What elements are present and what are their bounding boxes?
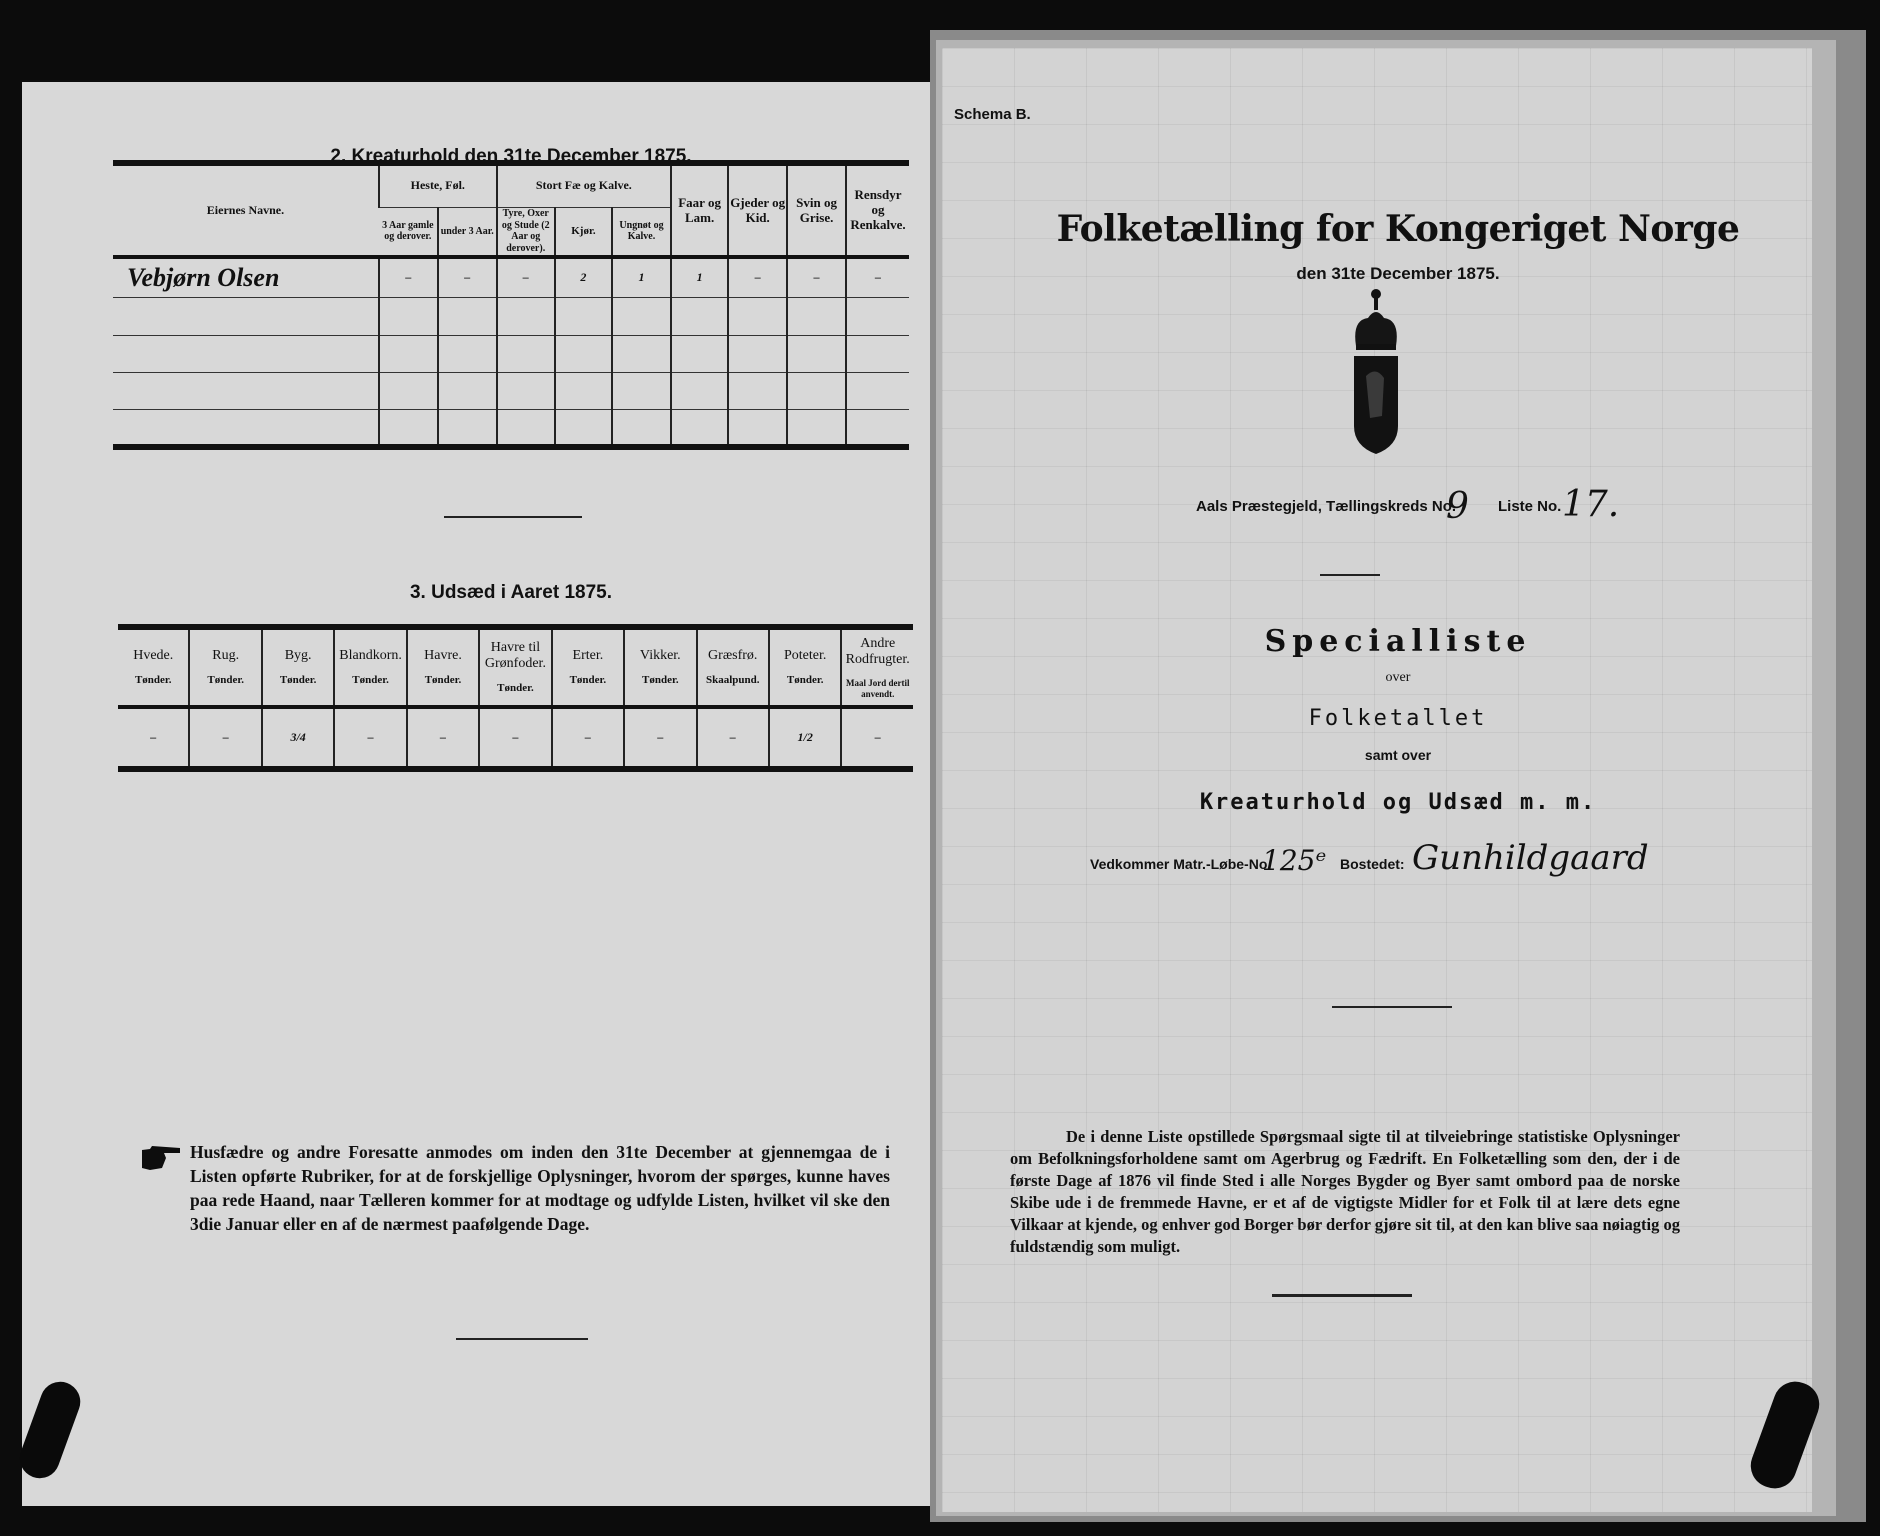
seed-unit: Tønder. xyxy=(279,674,317,687)
folketallet-text: Folketallet xyxy=(1308,706,1488,731)
bosted-label: Bostedet: xyxy=(1340,856,1405,872)
schema-label: Schema B. xyxy=(954,106,1031,123)
horses-young-header: under 3 Aar. xyxy=(438,207,497,257)
table-row xyxy=(118,707,913,769)
seed-column-header xyxy=(189,627,261,707)
seed-unit: Tønder. xyxy=(569,674,607,687)
seed-unit: Tønder. xyxy=(134,674,172,687)
divider xyxy=(444,516,582,518)
seed-column-header xyxy=(479,627,551,707)
table-row-empty xyxy=(113,297,909,335)
seed-value: – xyxy=(479,707,551,769)
seed-value: – xyxy=(841,707,913,769)
table-row-empty xyxy=(113,335,909,372)
table-row-empty xyxy=(113,372,909,409)
seed-column-header xyxy=(334,627,406,707)
seed-value: – xyxy=(552,707,624,769)
seed-crop-name: Blandkorn. xyxy=(339,648,402,664)
census-date: den 31te December 1875. xyxy=(1296,264,1500,283)
seed-value: 1/2 xyxy=(769,707,841,769)
horses-header: Heste, Føl. xyxy=(379,163,497,207)
seed-column-header xyxy=(769,627,841,707)
divider xyxy=(456,1338,588,1340)
list-label: Liste No. xyxy=(1498,498,1562,515)
divider xyxy=(1332,1006,1452,1008)
cell: – xyxy=(846,257,909,297)
seed-column-header xyxy=(697,627,769,707)
pigs-header: Svin og Grise. xyxy=(787,163,846,257)
seed-crop-name: Rug. xyxy=(212,648,240,664)
specialliste-heading: Specialliste xyxy=(1264,624,1532,659)
cell: – xyxy=(497,257,555,297)
intro-paragraph: De i denne Liste opstillede Spørgsmaal sigte til at tilveiebringe statistiske Oplysninger om Befolkningsforholdene samt om Agerbrug og Fædrift. En Folketælling som den, der i de første Dage af 1876 vil finde Sted i alle Norges Bygder og Byer samt ombord paa de norske Skibe ude i de fremmede Havne, er et af de vigtigste Midler for et Folk til at lære dets egne Vilkaar at kjende, og enhver god Borger bør derfor gjøre sit til, at den kan blive saa nøiagtig og fuldstændig som muligt. xyxy=(1010,1127,1680,1256)
livestock-table xyxy=(113,160,909,450)
bulls-header: Tyre, Oxer og Stude (2 Aar og derover). xyxy=(497,207,555,257)
owner-name: Vebjørn Olsen xyxy=(113,257,379,297)
horses-adult-header: 3 Aar gamle og derover. xyxy=(379,207,438,257)
cattle-header: Stort Fæ og Kalve. xyxy=(497,163,671,207)
divider xyxy=(1272,1294,1412,1297)
seed-column-header xyxy=(841,627,913,707)
divider xyxy=(1320,574,1380,576)
seed-crop-name: Erter. xyxy=(572,648,604,664)
pointing-hand-icon xyxy=(142,1146,182,1172)
district-number: 9 xyxy=(1446,486,1469,527)
seed-value: – xyxy=(697,707,769,769)
seed-unit: Tønder. xyxy=(207,674,244,687)
section-3-title: 3. Udsæd i Aaret 1875. xyxy=(409,582,613,603)
seed-crop-name: Havre. xyxy=(424,648,462,664)
cows-header: Kjør. xyxy=(555,207,612,257)
seed-crop-name: Græsfrø. xyxy=(708,648,758,664)
cell: 1 xyxy=(671,257,728,297)
sheep-header: Faar og Lam. xyxy=(671,163,728,257)
notice-text: Husfædre og andre Foresatte anmodes om inden den 31te December at gjennemgaa de i Listen opførte Rubriker, for at de forskjellige Oplysninger, hvorom der spørges, kunne haves paa rede Haand, naar Tælleren kommer for at modtage og udfylde Listen, hvilket vil ske den 3die Januar eller en af de nærmest paafølgende Dage. xyxy=(190,1142,890,1234)
cell: 1 xyxy=(612,257,671,297)
seed-column-header xyxy=(407,627,479,707)
seed-unit: Tønder. xyxy=(786,674,824,687)
cell: – xyxy=(787,257,846,297)
seed-unit: Tønder. xyxy=(352,674,389,687)
kreaturhold-text: Kreaturhold og Udsæd m. m. xyxy=(1199,790,1597,815)
seed-column-header xyxy=(262,627,334,707)
section-2-title: 2. Kreaturhold den 31te December 1875. xyxy=(330,146,692,167)
seed-value: – xyxy=(118,707,189,769)
table-row xyxy=(113,257,909,297)
seed-column-header xyxy=(552,627,624,707)
seed-crop-name: Byg. xyxy=(284,648,312,664)
seed-crop-name: Havre til Grønfoder. xyxy=(484,640,546,672)
seed-crop-name: Hvede. xyxy=(133,648,174,664)
seed-crop-name: Vikker. xyxy=(639,648,681,664)
calves-header: Ungnøt og Kalve. xyxy=(612,207,671,257)
address-line xyxy=(1090,838,1710,898)
seed-unit: Tønder. xyxy=(642,674,679,687)
seed-value: – xyxy=(334,707,406,769)
seed-value: – xyxy=(407,707,479,769)
cell: – xyxy=(379,257,438,297)
bosted-value: Gunhildgaard xyxy=(1412,838,1649,878)
document-title: Folketælling for Kongeriget Norge xyxy=(1056,208,1740,250)
seed-unit: Tønder. xyxy=(497,682,534,695)
coat-of-arms-icon xyxy=(1350,286,1402,456)
seed-column-header xyxy=(624,627,696,707)
seed-unit: Tønder. xyxy=(424,674,462,687)
seed-unit: Maal Jord dertil anvendt. xyxy=(845,678,910,699)
matr-number: 125ᵉ xyxy=(1262,844,1327,877)
matr-label: Vedkommer Matr.-Løbe-No. xyxy=(1090,856,1272,872)
cell: – xyxy=(438,257,497,297)
over-text: over xyxy=(1385,670,1411,685)
parish-label: Aals Præstegjeld, Tællingskreds No. xyxy=(1196,498,1457,515)
seed-crop-name: Poteter. xyxy=(783,648,827,664)
reindeer-header: Rensdyr og Renkalve. xyxy=(846,163,909,257)
seed-unit: Skaalpund. xyxy=(705,674,760,687)
district-line xyxy=(1196,484,1620,536)
seed-crop-name: Andre Rodfrugter. xyxy=(845,636,910,668)
owner-header: Eiernes Navne. xyxy=(113,163,379,257)
cell: 2 xyxy=(555,257,612,297)
table-row-empty xyxy=(113,409,909,447)
samt-over-text: samt over xyxy=(1364,747,1432,763)
seed-value: 3/4 xyxy=(262,707,334,769)
seed-column-header xyxy=(118,627,189,707)
list-number: 17. xyxy=(1562,484,1620,525)
seed-table xyxy=(118,624,913,772)
seed-value: – xyxy=(624,707,696,769)
cell: – xyxy=(728,257,787,297)
seed-value: – xyxy=(189,707,261,769)
goats-header: Gjeder og Kid. xyxy=(728,163,787,257)
